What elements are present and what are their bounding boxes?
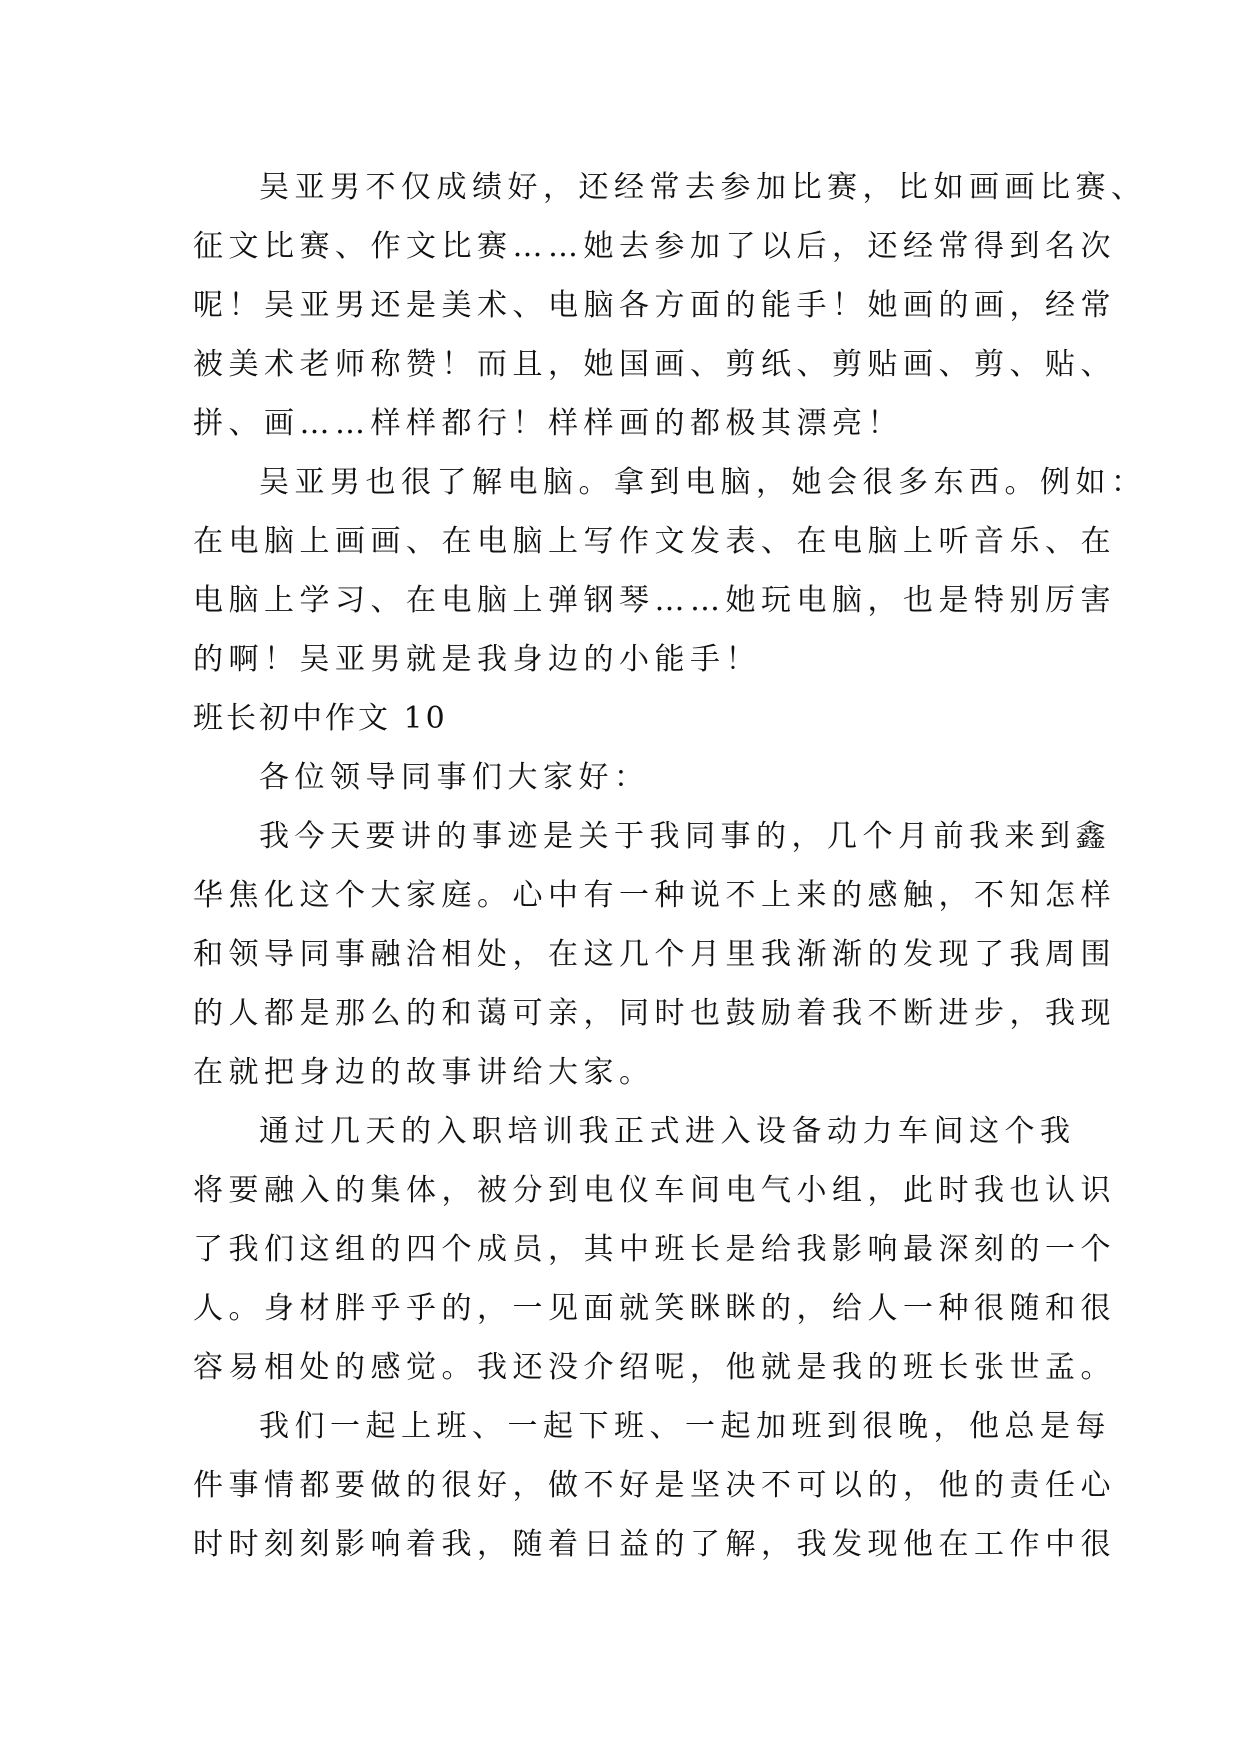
text-line: 将要融入的集体，被分到电仪车间电气小组，此时我也认识: [193, 1173, 1116, 1208]
section-heading: 班长初中作文 10: [193, 701, 448, 736]
text-line: 被美术老师称赞！而且，她国画、剪纸、剪贴画、剪、贴、: [193, 347, 1116, 382]
text-line: 呢！吴亚男还是美术、电脑各方面的能手！她画的画，经常: [193, 288, 1116, 323]
text-line: 件事情都要做的很好，做不好是坚决不可以的，他的责任心: [193, 1468, 1116, 1503]
text-line: 吴亚男不仅成绩好，还经常去参加比赛，比如画画比赛、: [259, 170, 1147, 205]
text-line: 了我们这组的四个成员，其中班长是给我影响最深刻的一个: [193, 1232, 1116, 1267]
text-line: 人。身材胖乎乎的，一见面就笑眯眯的，给人一种很随和很: [193, 1291, 1116, 1326]
text-line: 我们一起上班、一起下班、一起加班到很晚，他总是每: [259, 1409, 1111, 1444]
text-line: 电脑上学习、在电脑上弹钢琴……她玩电脑，也是特别厉害: [193, 583, 1116, 618]
text-line: 在电脑上画画、在电脑上写作文发表、在电脑上听音乐、在: [193, 524, 1116, 559]
text-line: 的啊！吴亚男就是我身边的小能手！: [193, 642, 761, 677]
text-line: 拼、画……样样都行！样样画的都极其漂亮！: [193, 406, 903, 441]
text-line: 我今天要讲的事迹是关于我同事的，几个月前我来到鑫: [259, 819, 1111, 854]
text-line: 征文比赛、作文比赛……她去参加了以后，还经常得到名次: [193, 229, 1116, 264]
text-line: 在就把身边的故事讲给大家。: [193, 1055, 655, 1090]
document-page: [193, 158, 1147, 1574]
text-line: 时时刻刻影响着我，随着日益的了解，我发现他在工作中很: [193, 1527, 1116, 1562]
text-line: 和领导同事融洽相处，在这几个月里我渐渐的发现了我周围: [193, 937, 1116, 972]
text-line: 各位领导同事们大家好：: [259, 760, 650, 795]
text-line: 容易相处的感觉。我还没介绍呢，他就是我的班长张世孟。: [193, 1350, 1116, 1385]
text-line: 通过几天的入职培训我正式进入设备动力车间这个我: [259, 1114, 1076, 1149]
text-line: 华焦化这个大家庭。心中有一种说不上来的感触，不知怎样: [193, 878, 1116, 913]
text-line: 吴亚男也很了解电脑。拿到电脑，她会很多东西。例如：: [259, 465, 1147, 500]
text-line: 的人都是那么的和蔼可亲，同时也鼓励着我不断进步，我现: [193, 996, 1116, 1031]
